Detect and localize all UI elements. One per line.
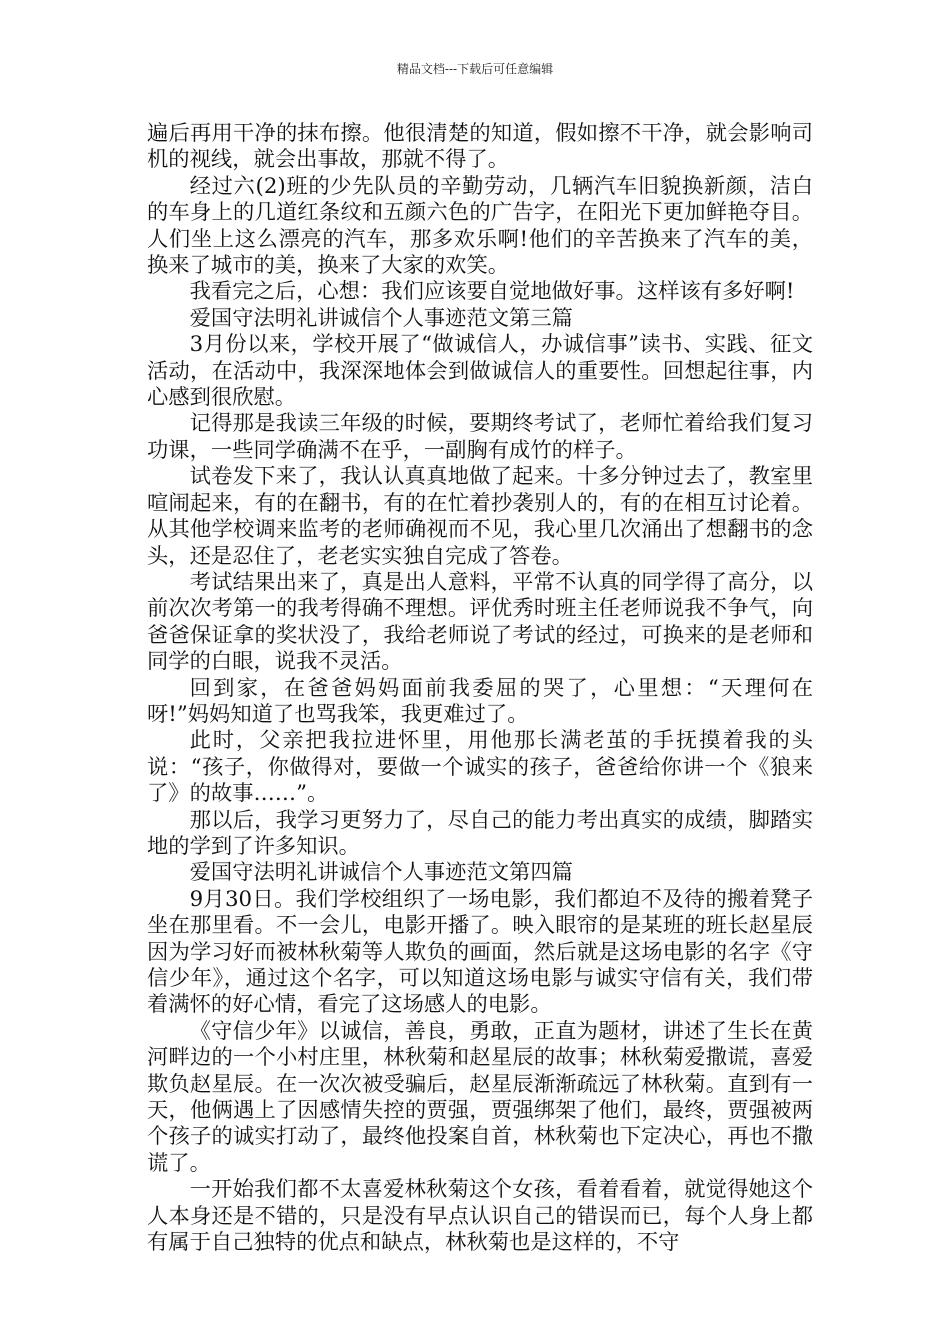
document-body (147, 121, 813, 1256)
paragraph: 遍后再用干净的抹布擦。他很清楚的知道，假如擦不干净，就会影响司机的视线，就会出事故，那就不得了。 (147, 121, 813, 173)
paragraph: 试卷发下来了，我认认真真地做了起来。十多分钟过去了，教室里喧闹起来，有的在翻书，有的在忙着抄袭别人的，有的在相互讨论着。从其他学校调来监考的老师确视而不见，我心里几次涌出了想翻书的念头，还是忍住了，老老实实独自完成了答卷。 (147, 464, 813, 569)
paragraph: 我看完之后，心想：我们应该要自觉地做好事。这样该有多好啊! (189, 279, 795, 305)
paragraph: 记得那是我读三年级的时候，要期终考试了，老师忙着给我们复习功课，一些同学确满不在乎，一副胸有成竹的样子。 (147, 411, 813, 463)
section-heading: 爱国守法明礼讲诚信个人事迹范文第四篇 (189, 860, 573, 886)
paragraph: 回到家，在爸爸妈妈面前我委屈的哭了，心里想：“天理何在呀!”妈妈知道了也骂我笨，我更难过了。 (147, 675, 813, 727)
section-heading: 爱国守法明礼讲诚信个人事迹范文第三篇 (189, 305, 573, 331)
paragraph: 那以后，我学习更努力了，尽自己的能力考出真实的成绩，脚踏实地的学到了许多知识。 (147, 807, 813, 859)
paragraph: 《守信少年》以诚信，善良，勇敢，正直为题材，讲述了生长在黄河畔边的一个小村庄里，林秋菊和赵星辰的故事；林秋菊爱撒谎，喜爱欺负赵星辰。在一次次被受骗后，赵星辰渐渐疏远了林秋菊。直到有一天，他俩遇上了因感情失控的贾强，贾强绑架了他们，最终，贾强被两个孩子的诚实打动了，最终他投案自首，林秋菊也下定决心，再也不撒谎了。 (147, 1018, 813, 1176)
paragraph: 9月30日。我们学校组织了一场电影，我们都迫不及待的搬着凳子坐在那里看。不一会儿，电影开播了。映入眼帘的是某班的班长赵星辰因为学习好而被林秋菊等人欺负的画面，然后就是这场电影的名字《守信少年》，通过这个名字，可以知道这场电影与诚实守信有关，我们带着满怀的好心情，看完了这场感人的电影。 (147, 886, 813, 1018)
paragraph: 经过六(2)班的少先队员的辛勤劳动，几辆汽车旧貌换新颜，洁白的车身上的几道红条纹和五颜六色的广告字，在阳光下更加鲜艳夺目。人们坐上这么漂亮的汽车，那多欢乐啊!他们的辛苦换来了汽车的美，换来了城市的美，换来了大家的欢笑。 (147, 173, 813, 279)
paragraph: 一开始我们都不太喜爱林秋菊这个女孩，看着看着，就觉得她这个人本身还是不错的，只是没有早点认识自己的错误而已，每个人身上都有属于自己独特的优点和缺点，林秋菊也是这样的，不守 (147, 1177, 813, 1256)
page-header: 精品文档---下载后可任意编辑 (396, 62, 554, 76)
paragraph: 3月份以来，学校开展了“做诚信人，办诚信事”读书、实践、征文活动，在活动中，我深深地体会到做诚信人的重要性。回想起往事，内心感到很欣慰。 (147, 332, 813, 411)
paragraph: 考试结果出来了，真是出人意料，平常不认真的同学得了高分，以前次次考第一的我考得确不理想。评优秀时班主任老师说我不争气，向爸爸保证拿的奖状没了，我给老师说了考试的经过，可换来的是老师和同学的白眼，说我不灵活。 (147, 569, 813, 675)
paragraph: 此时，父亲把我拉进怀里，用他那长满老茧的手抚摸着我的头说：“孩子，你做得对，要做一个诚实的孩子，爸爸给你讲一个《狼来了》的故事……”。 (147, 728, 813, 807)
